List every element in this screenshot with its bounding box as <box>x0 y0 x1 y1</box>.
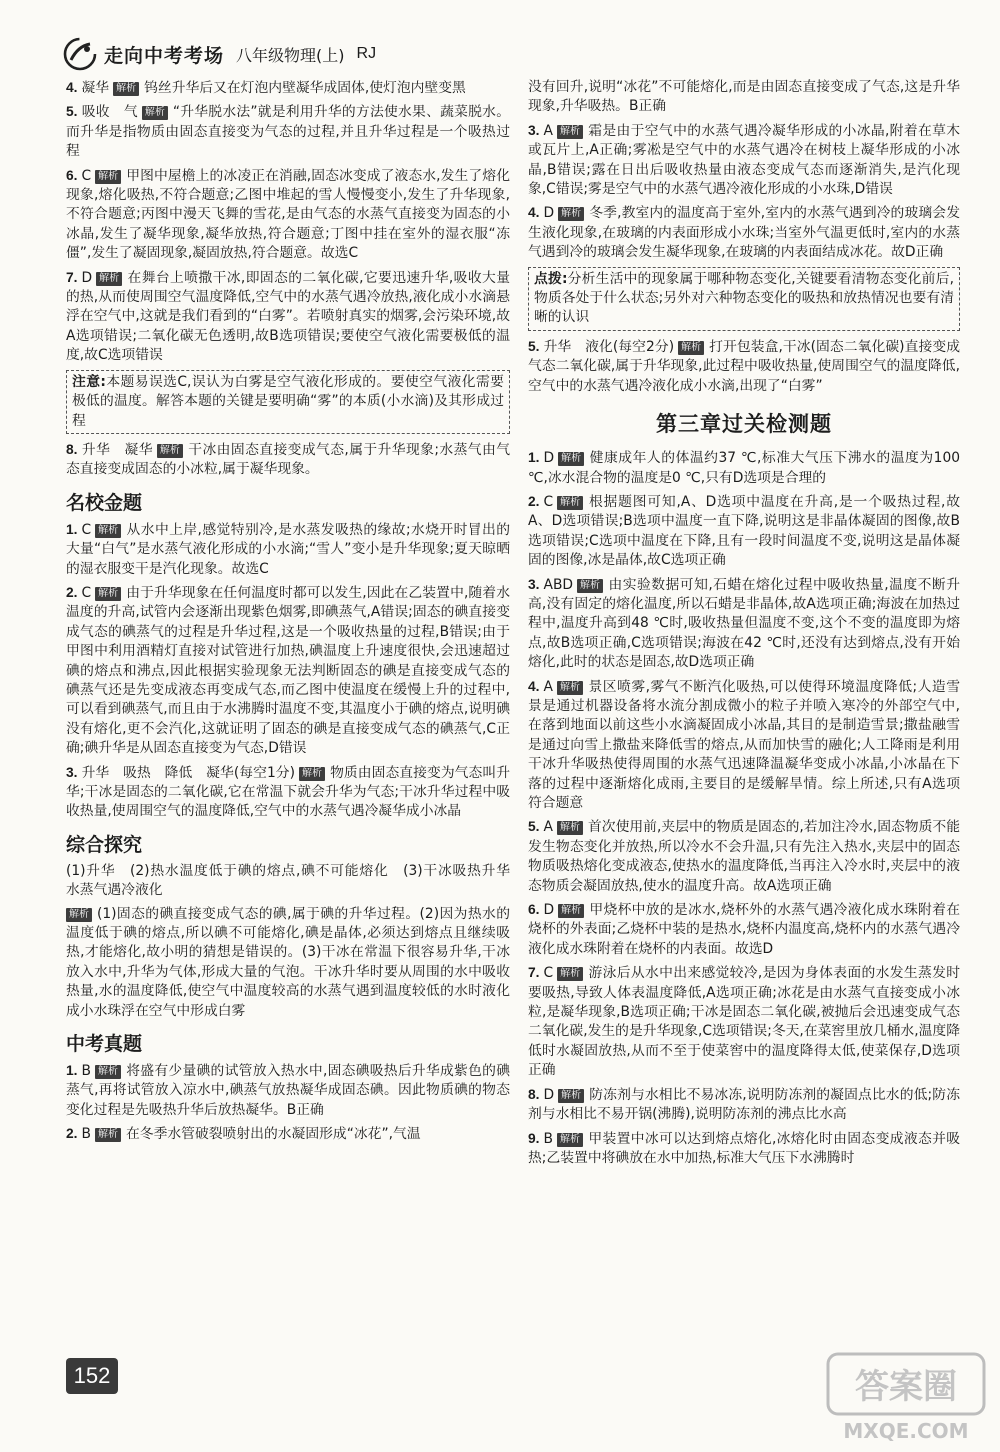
analysis-tag: 解析 <box>558 1089 584 1103</box>
item-number: 4. <box>528 205 540 221</box>
item-explanation: 首次使用前,夹层中的物质是固态的,若加注冷水,固态物质不能发生物态变化并放热,所以冷水不会升温,只有先注入热水,夹层中的固态物质吸热熔化变成液态,使热水的温度降低,当再注入冷水时,夹层中的液态物质会凝固放热,使水的温度升高。故A选项正确 <box>528 819 960 894</box>
item-number: 1. <box>66 1063 78 1079</box>
answer-item <box>66 763 510 822</box>
item-number: 8. <box>528 1086 540 1102</box>
analysis-tag: 解析 <box>678 341 704 355</box>
item-answer: A <box>543 819 553 836</box>
answer-item <box>528 1129 960 1169</box>
answer-list <box>528 448 960 1168</box>
analysis-tag: 解析 <box>558 904 584 918</box>
answer-item <box>528 448 960 488</box>
item-answer: D <box>543 450 555 467</box>
item-number: 9. <box>528 1130 540 1146</box>
item-answer: ABD <box>543 576 574 593</box>
item-explanation: 霜是由于空气中的水蒸气遇冷凝华形成的小冰晶,附着在草木或瓦片上,A正确;雾凇是空气中的水蒸气遇冷在树枝上凝华形成的小冰晶,B错误;露在日出后吸收热量由液态变成气态而逐渐消失,是汽化现象,C错误;雾是空气中的水蒸气遇冷液化形成的小水珠,D错误 <box>528 122 960 198</box>
answer-item <box>66 440 510 480</box>
page-header <box>62 34 502 74</box>
analysis-tag: 解析 <box>95 1128 121 1142</box>
answer-item <box>66 102 510 161</box>
answer-item <box>528 677 960 814</box>
item-explanation: 打开包装盒,干冰(固态二氧化碳)直接变成气态二氧化碳,属于升华现象,此过程中吸收热量,使周围空气的温度降低,空气中的水蒸气遇冷液化成小水滴,出现了“白雾” <box>528 338 960 394</box>
zonghe-explanation <box>66 905 510 1021</box>
item-answer: 升华 液化(每空2分) <box>543 338 675 355</box>
item-explanation: 物质由固态直接变为气态叫升华;干冰是固态的二氧化碳,它在常温下就会升华为气态;干冰升华过程中吸收热量,使周围空气的温度降低,空气中的水蒸气遇冷凝华成小冰晶 <box>66 764 511 820</box>
item-explanation: 由于升华现象在任何温度时都可以发生,因此在乙装置中,随着水温度的升高,试管内会逐渐出现紫色烟雾,即碘蒸气,A错误;固态的碘直接变成气态的碘蒸气的过程是升华过程,这是一个吸收热量的过程,B错误;由于甲图中利用酒精灯直接对试管进行加热,碘温度上升速度很快,会迅速超过碘的熔点和沸点,因此根据实验现象无法判断固态的碘是直接变成气态的碘蒸气还是先变成液态再变成气态,而乙图中使温度在缓慢上升的过程中,可以看到碘蒸气,而且由于水沸腾时温度不变,其温度小于碘的熔点,说明碘没有熔化,更不会汽化,这就证明了固态的碘是直接变成气态的碘蒸气,C正确;碘升华是从固态直接变为气态,D错误 <box>66 584 510 757</box>
analysis-tag: 解析 <box>299 767 325 781</box>
item-explanation: 在舞台上喷撒干冰,即固态的二氧化碳,它要迅速升华,吸收大量的热,从而使周围空气温度降低,空气中的水蒸气遇冷放热,液化成小水滴悬浮在空气中,这就是我们看到的“白雾”。若喷射真实的烟雾,会污染环境,故A选项错误;二氧化碳无色透明,故B选项错误;要使空气液化需要极低的温度,故C选项错误 <box>66 269 510 364</box>
item-explanation: 从水中上岸,感觉特别冷,是水蒸发吸热的缘故;水烧开时冒出的大量“白气”是水蒸气液化形成的小水滴;“雪人”变小是升华现象;夏天晾晒的湿衣服变干是汽化现象。故选C <box>66 521 510 577</box>
answer-item <box>66 520 510 579</box>
section-heading-zhongkao: 中考真题 <box>66 1033 143 1056</box>
answer-item <box>66 166 510 264</box>
item-number: 4. <box>66 80 78 95</box>
item-explanation: 钨丝升华后又在灯泡内壁凝华成固体,使灯泡内壁变黑 <box>144 80 466 96</box>
item-number: 2. <box>528 493 540 509</box>
edition-label: RJ <box>356 45 377 62</box>
analysis-tag: 解析 <box>157 444 183 458</box>
note-text: 分析生活中的现象属于哪种物态变化,关键要看清物态变化前后,物质各处于什么状态;另外对六种物态变化的吸热和放热情况也要有清晰的认识 <box>534 270 954 326</box>
item-answer: A <box>543 122 553 139</box>
answer-item <box>528 1085 960 1125</box>
analysis-tag: 解析 <box>95 170 121 184</box>
item-number: 3. <box>528 122 540 138</box>
zonghe-answer: (1)升华 (2)热水温度低于碘的熔点,碘不可能熔化 (3)干冰吸热升华 水蒸气遇冷液化 <box>66 862 524 899</box>
item-number: 5. <box>528 338 540 354</box>
continued-text: 没有回升,说明“冰花”不可能熔化,而是由固态直接变成了气态,这是升华现象,升华吸热。B正确 <box>528 79 960 115</box>
analysis-tag: 解析 <box>577 579 603 593</box>
chapter-heading: 第三章过关检测题 <box>656 412 832 437</box>
answer-item <box>66 1124 510 1144</box>
item-answer: C <box>543 493 554 510</box>
item-number: 1. <box>66 521 78 537</box>
answer-item <box>66 583 510 759</box>
item-number: 3. <box>66 764 78 780</box>
answer-item <box>528 203 960 262</box>
item-answer: D <box>543 1086 555 1103</box>
note-label: 点拨: <box>534 270 568 287</box>
item-answer: 吸收 气 <box>81 104 138 121</box>
item-explanation: 健康成年人的体温约37 ℃,标准大气压下沸水的温度为100 ℃,冰水混合物的温度是0 ℃,只有D选项是合理的 <box>528 450 960 486</box>
answer-list <box>66 1061 510 1145</box>
item-answer: C <box>543 965 554 982</box>
watermark-logo <box>826 1350 986 1446</box>
item-explanation: “升华脱水法”就是利用升华的方法使水果、蔬菜脱水。而升华是指物质由固态直接变为气态的过程,并且升华过程是一个吸热过程 <box>66 104 511 160</box>
item-explanation: 由实验数据可知,石蜡在熔化过程中吸收热量,温度不断升高,没有固定的熔化温度,所以石蜡是非晶体,故A选项正确;海波在加热过程中,温度升高到48 ℃时,吸收热量但温度不变,这个不变的温度即为熔点,故B选项正确,C选项错误;海波在42 ℃时,还没有达到熔点,没有开始熔化,此时的状态是固态,故D选项正确 <box>528 576 960 671</box>
right-column <box>528 78 960 1172</box>
left-column <box>66 78 524 1149</box>
tip-note <box>528 267 960 331</box>
item-answer: 升华 吸热 降低 凝华(每空1分) <box>81 764 296 781</box>
series-title: 走向中考考场 <box>104 44 225 67</box>
analysis-tag: 解析 <box>96 272 122 286</box>
item-answer: B <box>81 1126 91 1143</box>
answer-list <box>66 440 510 480</box>
item-number: 1. <box>528 450 540 466</box>
item-number: 5. <box>66 104 78 120</box>
answer-item <box>66 78 510 98</box>
item-explanation: 根据题图可知,A、D选项中温度在升高,是一个吸热过程,故A、D选项错误;B选项中温度一直下降,说明这是非晶体凝固的图像,故B选项错误;C选项中温度在下降,且有一段时间温度不变,说明这是晶体凝固的图像,冰是晶体,故C选项正确 <box>528 493 960 569</box>
item-answer: C <box>81 584 92 601</box>
item-number: 8. <box>66 441 78 457</box>
item-number: 5. <box>528 819 540 835</box>
analysis-tag: 解析 <box>113 82 139 96</box>
analysis-tag: 解析 <box>557 821 583 835</box>
item-answer: B <box>81 1063 91 1080</box>
item-answer: C <box>81 167 92 184</box>
item-explanation: 游泳后从水中出来感觉较冷,是因为身体表面的水发生蒸发时要吸热,导致人体表温度降低,A选项正确;冰花是由水蒸气直接变成小冰粒,是凝华现象,B选项正确;干冰是固态二氧化碳,被抛后会迅速变成气态二氧化碳,发生的是升华现象,C选项错误;冬天,在菜窖里放几桶水,温度降低时水凝固放热,从而不至于使菜窖中的温度降得太低,使菜保存,D选项正确 <box>528 965 960 1079</box>
answer-item <box>528 900 960 959</box>
answer-item <box>66 268 510 366</box>
item-answer: C <box>81 521 92 538</box>
item-number: 7. <box>528 965 540 981</box>
item-explanation: 干冰由固态直接变成气态,属于升华现象;水蒸气由气态直接变成固态的小冰粒,属于凝华现象。 <box>66 441 510 478</box>
section-heading-mingxiao: 名校金题 <box>66 491 143 514</box>
item-explanation: 甲装置中冰可以达到熔点熔化,冰熔化时由固态变成液态并吸热;乙装置中将碘放在水中加热,标准大气压下水沸腾时 <box>528 1130 960 1166</box>
item-number: 3. <box>528 576 540 592</box>
item-explanation: 景区喷雾,雾气不断汽化吸热,可以使得环境温度降低;人造雪景是通过机器设备将水流分割成微小的粒子并喷入寒冷的外部空气中,在落到地面以前这些小水滴凝固成小冰晶,其目的是制造雪景;撒盐融雪是通过向雪上撒盐来降低雪的熔点,从而加快雪的融化;人工降雨是利用干冰升华吸热使得周围的水蒸气迅速降温凝华变成小冰晶,小冰晶在下落的过程中逐渐熔化成雨,主要目的是缓解旱情。综上所述,只有A选项符合题意 <box>528 678 960 811</box>
item-answer: D <box>543 902 555 919</box>
book-title: 八年级物理(上) <box>236 45 345 65</box>
item-number: 6. <box>66 167 78 183</box>
explanation-text: (1)固态的碘直接变成气态的碘,属于碘的升华过程。(2)因为热水的温度低于碘的熔点,所以碘不可能熔化,碘是晶体,必须达到熔点且继续吸热,才能熔化,故小明的猜想是错误的。(3)干冰在常温下很容易升华,干冰放入水中,升华为气体,形成大量的气泡。干冰升华时要从周围的水中吸收热量,水的温度降低,使空气中温度较高的水蒸气遇到温度较低的水时液化成小水珠浮在空气中形成白雾 <box>66 905 510 1019</box>
item-explanation: 甲烧杯中放的是冰水,烧杯外的水蒸气遇冷液化成水珠附着在烧杯的外表面;乙烧杯中装的是热水,烧杯内温度高,烧杯内的水蒸气遇冷液化成水珠附着在烧杯的内表面。故选D <box>528 902 960 957</box>
answer-list <box>66 520 510 822</box>
item-answer: 凝华 <box>81 80 110 96</box>
item-number: 6. <box>528 902 540 918</box>
analysis-tag: 解析 <box>557 125 583 139</box>
analysis-tag: 解析 <box>142 106 168 120</box>
analysis-tag: 解析 <box>95 524 121 538</box>
answer-item <box>528 963 960 1080</box>
answer-list <box>528 337 960 396</box>
watermark-url: MXQE.COM <box>843 1419 969 1443</box>
item-explanation: 冬季,教室内的温度高于室外,室内的水蒸气遇到冷的玻璃会发生液化现象,在玻璃的内表面形成小水珠;当室外气温更低时,室内的水蒸气遇到冷的玻璃会发生凝华现象,在玻璃的内表面结成冰花。故D正确 <box>528 205 960 261</box>
item-explanation: 甲图中屋檐上的冰凌正在消融,固态冰变成了液态水,发生了熔化现象,熔化吸热,不符合题意;乙图中堆起的雪人慢慢变小,发生了升华现象,不符合题意;丙图中漫天飞舞的雪花,是由气态的水蒸气直接变为固态的小冰晶,发生了凝华现象,凝华放热,符合题意;丁图中挂在室外的湿衣服“冻僵”,发生了凝固现象,凝固放热,符合题意。故选C <box>66 167 510 262</box>
analysis-tag: 解析 <box>557 681 583 695</box>
item-answer: 升华 凝华 <box>81 441 153 458</box>
analysis-tag: 解析 <box>557 496 583 510</box>
analysis-tag: 解析 <box>558 207 584 221</box>
publisher-logo-icon <box>62 36 98 72</box>
item-answer: D <box>543 205 555 222</box>
item-answer: A <box>543 678 553 695</box>
answer-list <box>66 78 510 366</box>
analysis-tag: 解析 <box>557 967 583 981</box>
note-text: 本题易误选C,误认为白雾是空气液化形成的。要使空气液化需要极低的温度。解答本题的关键是要明确“雾”的本质(小水滴)及其形成过程 <box>72 373 504 429</box>
answer-item <box>528 492 960 571</box>
analysis-tag: 解析 <box>558 452 584 466</box>
page-number: 152 <box>66 1358 118 1394</box>
watermark-text: 答案圈 <box>855 1367 957 1407</box>
item-explanation: 将盛有少量碘的试管放入热水中,固态碘吸热后升华成紫色的碘蒸气,再将试管放入凉水中,碘蒸气放热凝华成固态碘。因此物质碘的物态变化过程是先吸热升华后放热凝华。B正确 <box>66 1063 510 1118</box>
analysis-tag: 解析 <box>66 908 92 922</box>
item-number: 4. <box>528 678 540 694</box>
item-number: 7. <box>66 269 78 285</box>
answer-item <box>66 1061 510 1120</box>
item-explanation: 防冻剂与水相比不易冰冻,说明防冻剂的凝固点比水的低;防冻剂与水相比不易开锅(沸腾),说明防冻剂的沸点比水高 <box>528 1086 960 1123</box>
item-answer: D <box>81 269 93 286</box>
answer-item <box>528 337 960 396</box>
answer-list <box>528 121 960 263</box>
item-explanation: 在冬季水管破裂喷射出的水凝固形成“冰花”,气温 <box>125 1126 421 1143</box>
answer-item <box>528 121 960 200</box>
analysis-tag: 解析 <box>557 1133 583 1147</box>
analysis-tag: 解析 <box>95 587 121 601</box>
answer-item <box>528 817 960 896</box>
item-number: 2. <box>66 1126 78 1142</box>
note-label: 注意: <box>72 373 106 390</box>
analysis-tag: 解析 <box>95 1065 121 1079</box>
answer-item <box>528 575 960 673</box>
item-answer: B <box>543 1130 553 1147</box>
attention-note <box>66 370 510 434</box>
item-number: 2. <box>66 584 78 600</box>
section-heading-zonghe: 综合探究 <box>66 833 143 856</box>
